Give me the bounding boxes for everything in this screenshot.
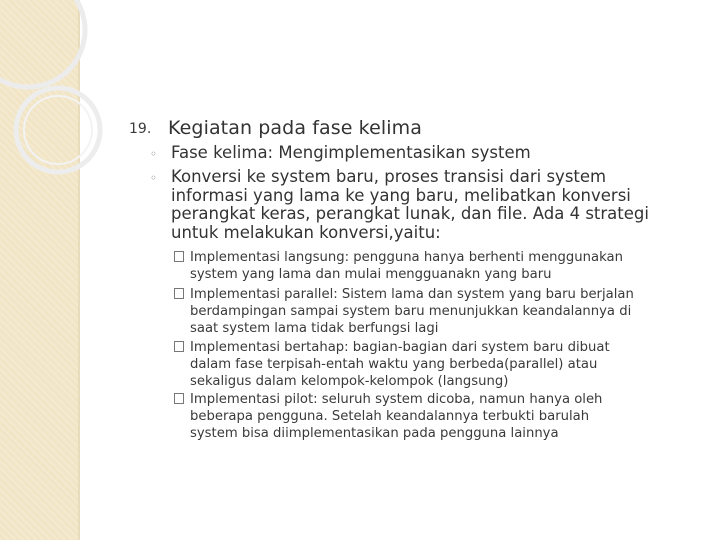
text-line: dalam fase terpisah-entah waktu yang berbeda(parallel) atau	[190, 357, 598, 373]
checkbox-square-icon	[174, 393, 184, 404]
checkbox-square-icon	[174, 251, 184, 262]
item-number: 19.	[129, 121, 152, 137]
text-line: Konversi ke system baru, proses transisi dari system	[171, 167, 607, 186]
text-line: informasi yang lama ke yang baru, melibatkan konversi	[171, 185, 631, 205]
text-line: Implementasi langsung: pengguna hanya berhenti menggunakan	[190, 250, 623, 265]
sub-bullet-text	[190, 249, 715, 283]
sub-bullet-text	[190, 391, 715, 443]
bullet-circle-icon: ◦	[150, 171, 158, 185]
text-line: saat system lama tidak berfungsi lagi	[190, 321, 439, 337]
sub-bullet-text	[190, 339, 715, 391]
sub-bullet-text	[190, 286, 715, 338]
checkbox-square-icon	[174, 341, 184, 352]
bullet-text	[171, 168, 706, 242]
text-line: sekaligus dalam kelompok-kelompok (langsung)	[190, 374, 509, 390]
text-line: Fase kelima: Mengimplementasikan system	[171, 143, 531, 162]
text-line: Implementasi parallel: Sistem lama dan system yang baru berjalan	[190, 287, 634, 302]
text-line: berdampingan sampai system baru menunjukkan keandalannya di	[190, 304, 632, 320]
text-line: system yang lama dan mulai mengguanakn yang baru	[190, 267, 552, 283]
bullet-circle-icon: ◦	[150, 147, 158, 161]
bullet-text	[171, 144, 706, 163]
text-line: Implementasi bertahap: bagian-bagian dari system baru dibuat	[190, 340, 610, 355]
text-line: system bisa diimplementasikan pada pengguna lainnya	[190, 426, 559, 442]
text-line: untuk melakukan konversi,yaitu:	[171, 222, 441, 242]
text-line: beberapa pengguna. Setelah keandalannya terbukti barulah	[190, 409, 590, 425]
slide-heading: Kegiatan pada fase kelima	[168, 117, 422, 139]
text-line: Implementasi pilot: seluruh system dicoba, namun hanya oleh	[190, 392, 603, 407]
checkbox-square-icon	[174, 288, 184, 299]
text-line: perangkat keras, perangkat lunak, dan file. Ada 4 strategi	[171, 204, 649, 224]
